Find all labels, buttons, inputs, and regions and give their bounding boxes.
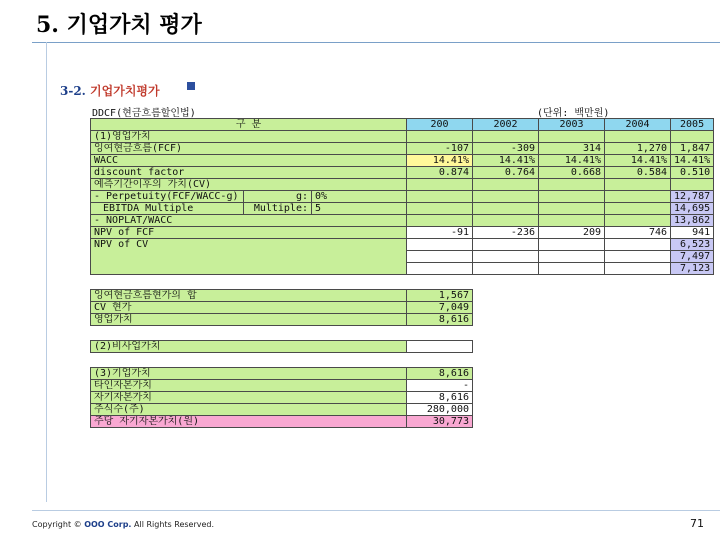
table-row [91, 368, 714, 380]
value-cell: 7,497 [671, 251, 714, 263]
param-value: 0% [312, 191, 407, 203]
value-cell: 8,616 [407, 392, 473, 404]
value-cell: 0.874 [407, 167, 473, 179]
copyright-prefix: Copyright © [32, 520, 82, 529]
row-label: EBITDA Multiple [91, 203, 244, 215]
year-cell: 200 [407, 119, 473, 131]
page-number: 71 [690, 517, 704, 530]
row-label: discount factor [91, 167, 407, 179]
table-row [91, 392, 714, 404]
table-row [91, 191, 714, 203]
value-cell: 0.510 [671, 167, 714, 179]
value-cell: 14.41% [605, 155, 671, 167]
row-label: (3)기업가치 [91, 368, 407, 380]
table-header-row [91, 119, 714, 131]
table-row [91, 227, 714, 239]
value-cell: 746 [605, 227, 671, 239]
page-title: 5. 기업가치 평가 [36, 12, 202, 38]
value-cell: - [407, 380, 473, 392]
row-label: 잉여현금흐름(FCF) [91, 143, 407, 155]
table-row [91, 203, 714, 215]
table-row [91, 239, 714, 251]
year-cell: 2005 [671, 119, 714, 131]
value-cell: 1,567 [407, 290, 473, 302]
table-row [91, 416, 714, 428]
row-label: 자기자본가치 [91, 392, 407, 404]
value-cell: -236 [473, 227, 539, 239]
value-cell: 280,000 [407, 404, 473, 416]
param-label: g: [244, 191, 312, 203]
value-cell: 14.41% [539, 155, 605, 167]
table-row [91, 131, 714, 143]
value-cell: 1,270 [605, 143, 671, 155]
section-number: 3-2. [60, 84, 86, 98]
title-underline [32, 42, 720, 43]
row-label: - Perpetuity(FCF/WACC-g) [91, 191, 244, 203]
value-cell: 8,616 [407, 368, 473, 380]
year-cell: 2003 [539, 119, 605, 131]
copyright-suffix: All Rights Reserved. [134, 520, 215, 529]
copyright-notice [32, 520, 214, 529]
param-value: 5 [312, 203, 407, 215]
value-cell: 209 [539, 227, 605, 239]
value-cell: 14.41% [473, 155, 539, 167]
table-row [91, 290, 714, 302]
value-cell: 0.584 [605, 167, 671, 179]
footer-rule [32, 510, 720, 511]
section-title: 기업가치평가 [90, 84, 160, 98]
value-cell: 14.41% [407, 155, 473, 167]
row-label: 주당 자기자본가치(원) [91, 416, 407, 428]
table-row [91, 143, 714, 155]
table-caption: DDCF(현금흐름할인법) [92, 108, 196, 119]
row-label: WACC [91, 155, 407, 167]
row-label: 잉여현금흐름현가의 합 [91, 290, 407, 302]
value-cell: -309 [473, 143, 539, 155]
row-label: 주식수(주) [91, 404, 407, 416]
table-row [91, 167, 714, 179]
value-cell: 14.41% [671, 155, 714, 167]
section-heading [60, 82, 160, 99]
table-row [91, 155, 714, 167]
value-cell: 13,862 [671, 215, 714, 227]
left-margin-rule [46, 42, 47, 502]
value-cell: 941 [671, 227, 714, 239]
valuation-table [90, 118, 714, 428]
value-cell: 6,523 [671, 239, 714, 251]
row-label: (1)영업가치 [91, 131, 407, 143]
row-label: NPV of FCF [91, 227, 407, 239]
brand-name: OOO Corp. [84, 520, 132, 529]
row-label: 영업가치 [91, 314, 407, 326]
table-row [91, 380, 714, 392]
table-row [91, 215, 714, 227]
row-label: (2)비사업가치 [91, 341, 407, 353]
value-cell: 30,773 [407, 416, 473, 428]
value-cell: 7,049 [407, 302, 473, 314]
row-label: 타인자본가치 [91, 380, 407, 392]
value-cell: -91 [407, 227, 473, 239]
unit-label: (단위: 백만원) [537, 108, 610, 119]
row-label: 예측기간이후의 가치(CV) [91, 179, 407, 191]
year-cell: 2004 [605, 119, 671, 131]
header-label: 구 분 [91, 119, 407, 131]
value-cell: 314 [539, 143, 605, 155]
value-cell: 0.668 [539, 167, 605, 179]
year-cell: 2002 [473, 119, 539, 131]
value-cell: 1,847 [671, 143, 714, 155]
table-row [91, 314, 714, 326]
bullet-square-icon [187, 82, 195, 90]
param-label: Multiple: [244, 203, 312, 215]
table-row [91, 341, 714, 353]
value-cell: 8,616 [407, 314, 473, 326]
table-row [91, 179, 714, 191]
value-cell: 7,123 [671, 263, 714, 275]
table-row [91, 404, 714, 416]
value-cell: -107 [407, 143, 473, 155]
value-cell: 12,787 [671, 191, 714, 203]
row-label: CV 현가 [91, 302, 407, 314]
row-label: - NOPLAT/WACC [91, 215, 407, 227]
row-label: NPV of CV [91, 239, 407, 275]
table-row [91, 302, 714, 314]
value-cell: 14,695 [671, 203, 714, 215]
value-cell: 0.764 [473, 167, 539, 179]
